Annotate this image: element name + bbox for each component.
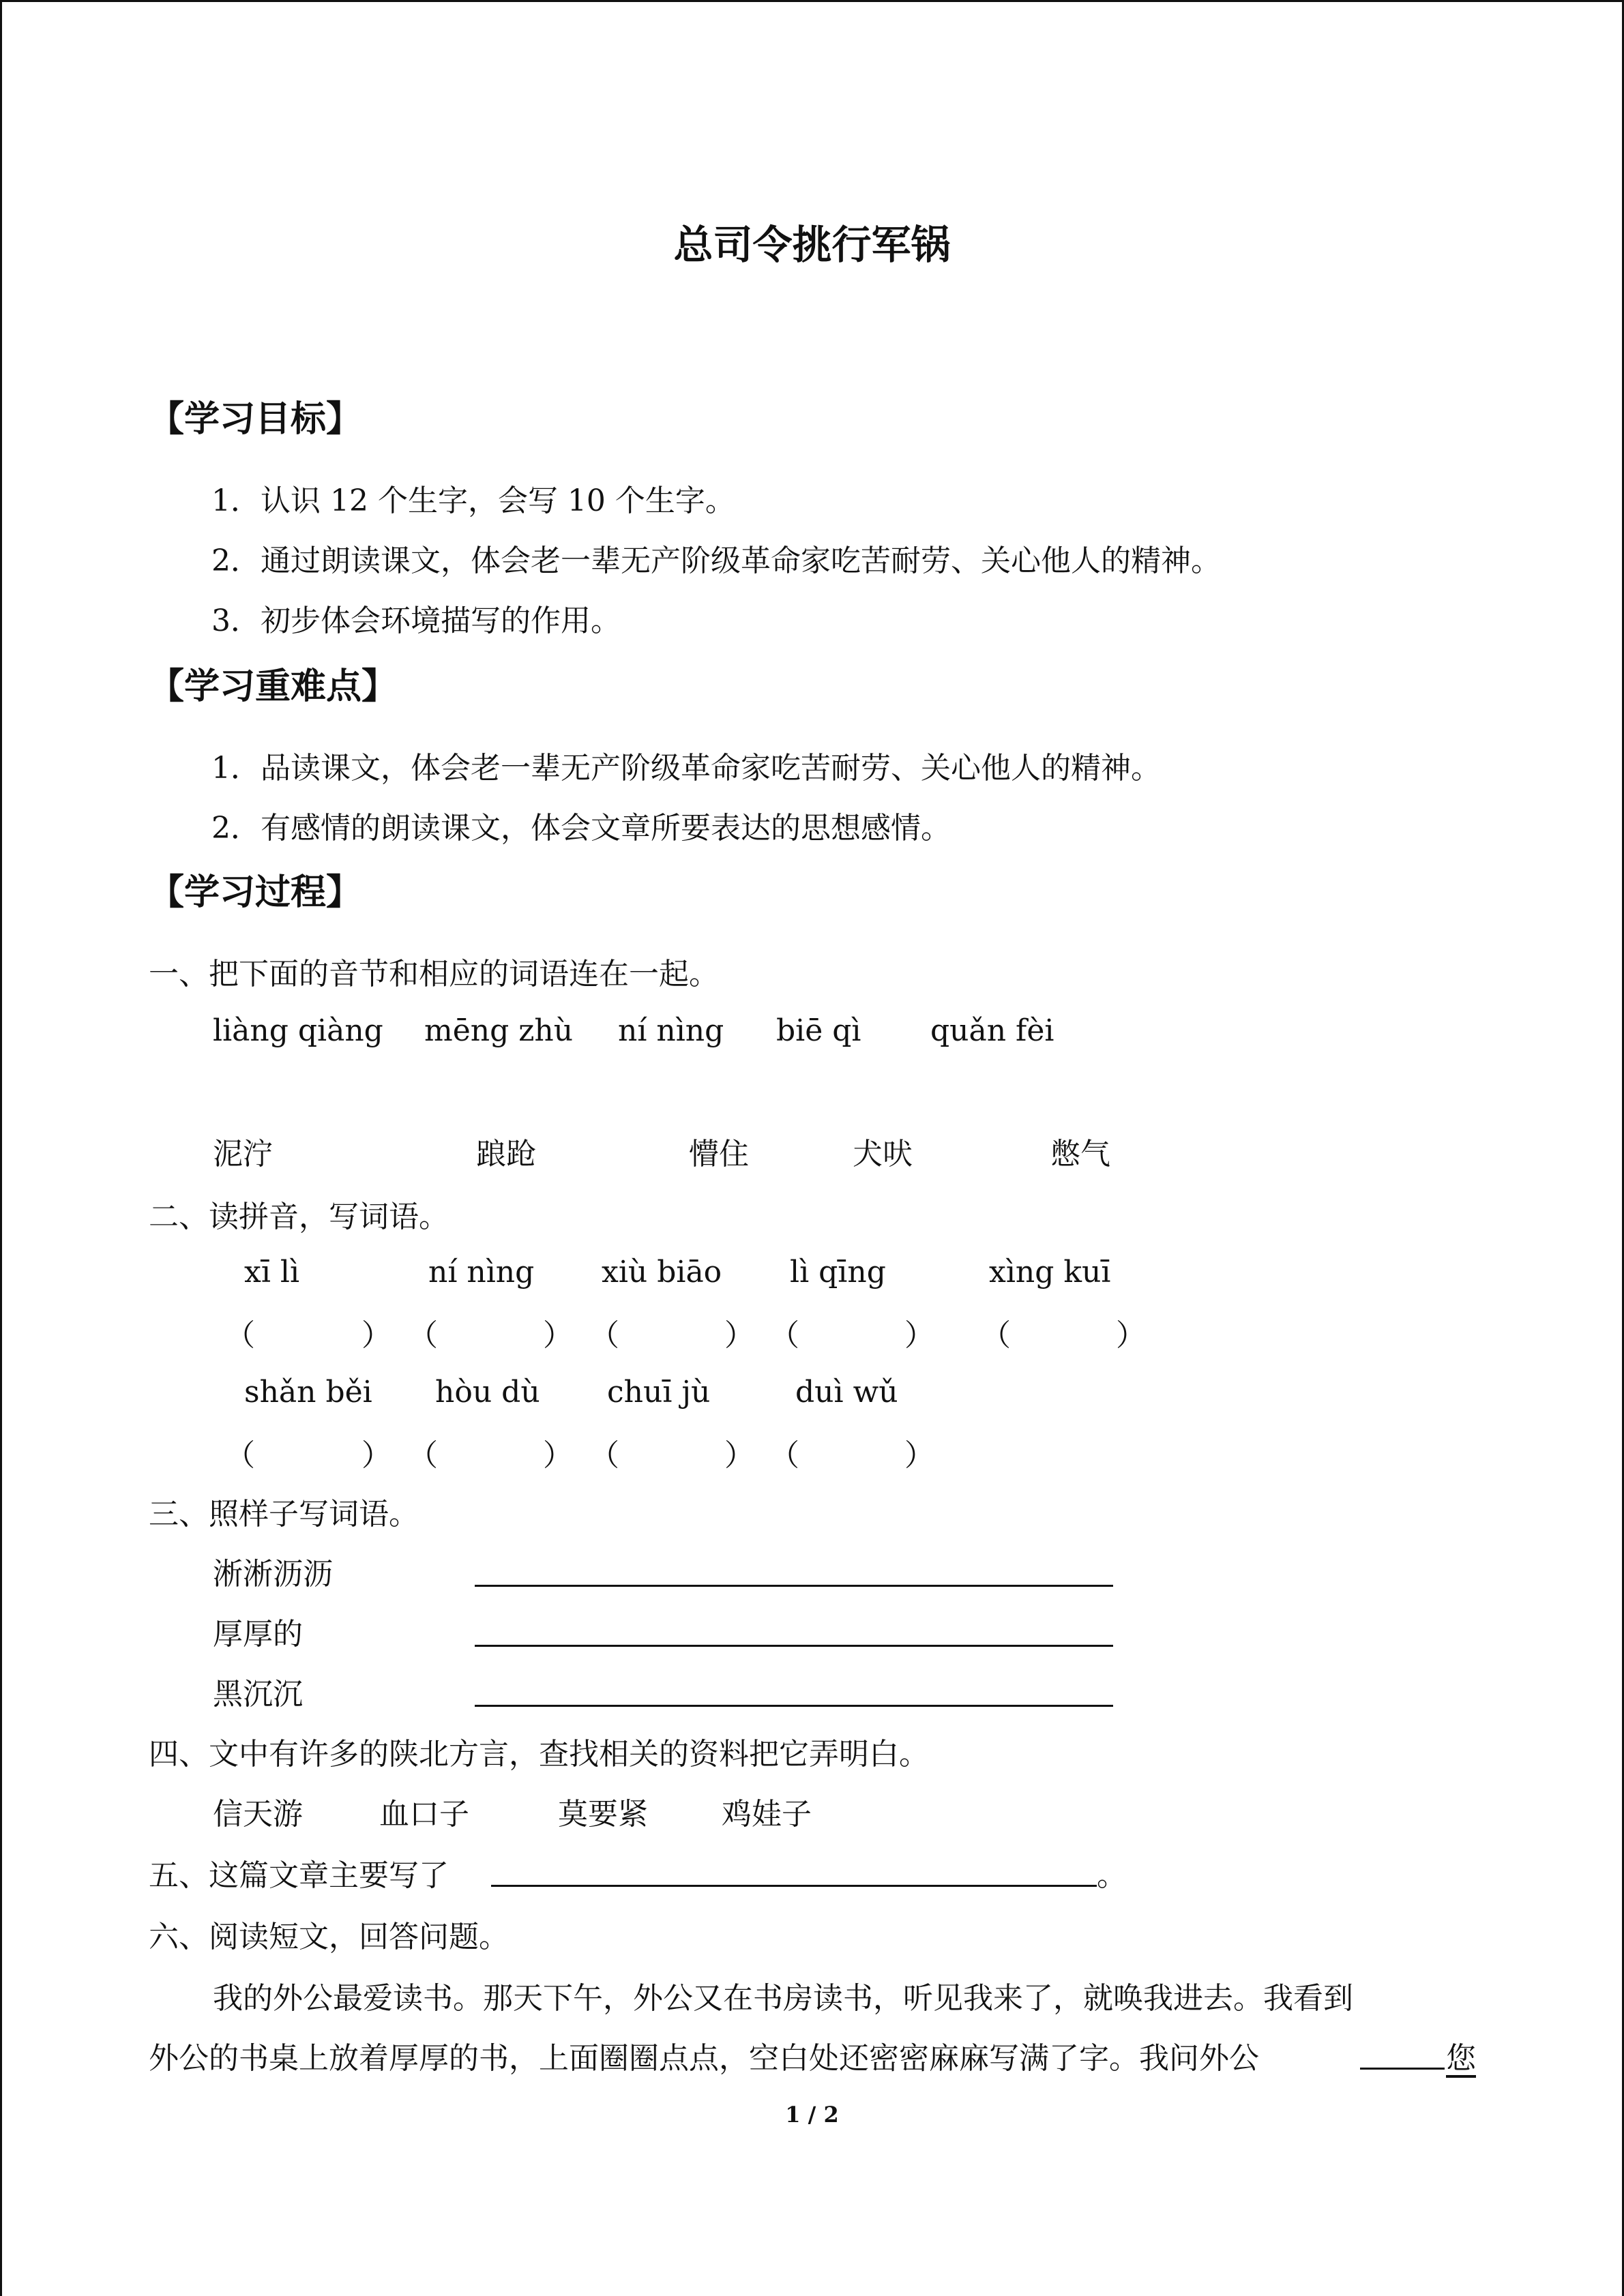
q6-prompt: 六、阅读短文，回答问题。 bbox=[149, 1920, 509, 1954]
q1-word: 犬吠 bbox=[853, 1137, 913, 1172]
answer-paren-close: ） bbox=[904, 1318, 934, 1353]
q2-prompt: 二、读拼音，写词语。 bbox=[149, 1199, 449, 1234]
passage-line: 外公的书桌上放着厚厚的书，上面圈圈点点，空白处还密密麻麻写满了字。我问外公 bbox=[149, 2041, 1259, 2076]
q2-pinyin: xī lì bbox=[244, 1255, 300, 1289]
answer-paren-open: （ bbox=[589, 1318, 619, 1353]
answer-paren-close: ） bbox=[543, 1438, 573, 1473]
answer-paren-close: ） bbox=[1116, 1318, 1146, 1353]
page-title: 总司令挑行军锅 bbox=[673, 222, 951, 268]
key-points-heading: 【学习重难点】 bbox=[149, 666, 398, 707]
objectives-heading: 【学习目标】 bbox=[149, 399, 362, 440]
q2-pinyin: ní nìng bbox=[428, 1255, 535, 1289]
q3-example: 黑沉沉 bbox=[213, 1677, 303, 1712]
passage-line-tail: 您 bbox=[1446, 2041, 1476, 2076]
q2-pinyin: duì wǔ bbox=[795, 1375, 898, 1410]
objective-item: 2．通过朗读课文，体会老一辈无产阶级革命家吃苦耐劳、关心他人的精神。 bbox=[211, 543, 1221, 578]
page-number: 1 / 2 bbox=[785, 2102, 839, 2128]
answer-line[interactable] bbox=[1360, 2068, 1445, 2070]
answer-paren-open: （ bbox=[981, 1318, 1011, 1353]
page-border-top bbox=[0, 0, 1624, 2]
q2-pinyin: xiù biāo bbox=[602, 1255, 722, 1289]
q4-prompt: 四、文中有许多的陕北方言，查找相关的资料把它弄明白。 bbox=[149, 1737, 929, 1772]
q3-example: 淅淅沥沥 bbox=[213, 1557, 333, 1592]
dialect-word: 莫要紧 bbox=[558, 1797, 648, 1832]
q1-word: 踉跄 bbox=[476, 1137, 536, 1172]
q5-prompt: 五、这篇文章主要写了 bbox=[149, 1858, 449, 1893]
dialect-word: 信天游 bbox=[213, 1797, 303, 1832]
q1-pinyin: biē qì bbox=[776, 1013, 861, 1048]
process-heading: 【学习过程】 bbox=[149, 872, 362, 913]
passage-line: 我的外公最爱读书。那天下午，外公又在书房读书，听见我来了，就唤我进去。我看到 bbox=[213, 1981, 1353, 2016]
objective-item: 3．初步体会环境描写的作用。 bbox=[211, 603, 621, 638]
q2-pinyin: lì qīng bbox=[790, 1255, 886, 1289]
q1-word: 懵住 bbox=[689, 1137, 749, 1172]
key-point-item: 1．品读课文，体会老一辈无产阶级革命家吃苦耐劳、关心他人的精神。 bbox=[211, 751, 1161, 786]
answer-line[interactable] bbox=[475, 1705, 1113, 1707]
answer-paren-close: ） bbox=[724, 1318, 754, 1353]
answer-line[interactable] bbox=[491, 1885, 1097, 1887]
q1-pinyin: quǎn fèi bbox=[930, 1013, 1054, 1048]
dialect-word: 血口子 bbox=[379, 1797, 469, 1832]
q2-pinyin: hòu dù bbox=[435, 1375, 540, 1410]
answer-paren-close: ） bbox=[361, 1438, 392, 1473]
answer-paren-close: ） bbox=[361, 1318, 392, 1353]
answer-paren-close: ） bbox=[904, 1438, 934, 1473]
objective-item: 1．认识 12 个生字，会写 10 个生字。 bbox=[211, 483, 735, 518]
answer-line[interactable] bbox=[475, 1645, 1113, 1647]
q3-example: 厚厚的 bbox=[213, 1617, 303, 1652]
q1-pinyin: liàng qiàng bbox=[213, 1013, 383, 1048]
answer-paren-open: （ bbox=[589, 1438, 619, 1473]
answer-line[interactable] bbox=[475, 1585, 1113, 1587]
answer-paren-open: （ bbox=[225, 1318, 255, 1353]
key-point-item: 2．有感情的朗读课文，体会文章所要表达的思想感情。 bbox=[211, 811, 951, 846]
q2-pinyin: xìng kuī bbox=[989, 1255, 1111, 1289]
q1-word: 泥泞 bbox=[213, 1137, 273, 1172]
answer-paren-open: （ bbox=[225, 1438, 255, 1473]
dialect-word: 鸡娃子 bbox=[722, 1797, 812, 1832]
q2-pinyin: chuī jù bbox=[607, 1375, 711, 1410]
q1-word: 憋气 bbox=[1050, 1137, 1110, 1172]
answer-paren-open: （ bbox=[408, 1318, 438, 1353]
q1-pinyin: mēng zhù bbox=[424, 1013, 574, 1048]
q1-prompt: 一、把下面的音节和相应的词语连在一起。 bbox=[149, 957, 719, 992]
answer-paren-open: （ bbox=[408, 1438, 438, 1473]
answer-paren-close: ） bbox=[543, 1318, 573, 1353]
q1-pinyin: ní nìng bbox=[618, 1013, 724, 1048]
answer-paren-open: （ bbox=[769, 1438, 799, 1473]
q5-period: 。 bbox=[1097, 1858, 1127, 1893]
answer-paren-close: ） bbox=[724, 1438, 754, 1473]
answer-paren-open: （ bbox=[769, 1318, 799, 1353]
q2-pinyin: shǎn běi bbox=[244, 1375, 372, 1410]
page-border-left bbox=[0, 0, 2, 2296]
q3-prompt: 三、照样子写词语。 bbox=[149, 1497, 419, 1532]
